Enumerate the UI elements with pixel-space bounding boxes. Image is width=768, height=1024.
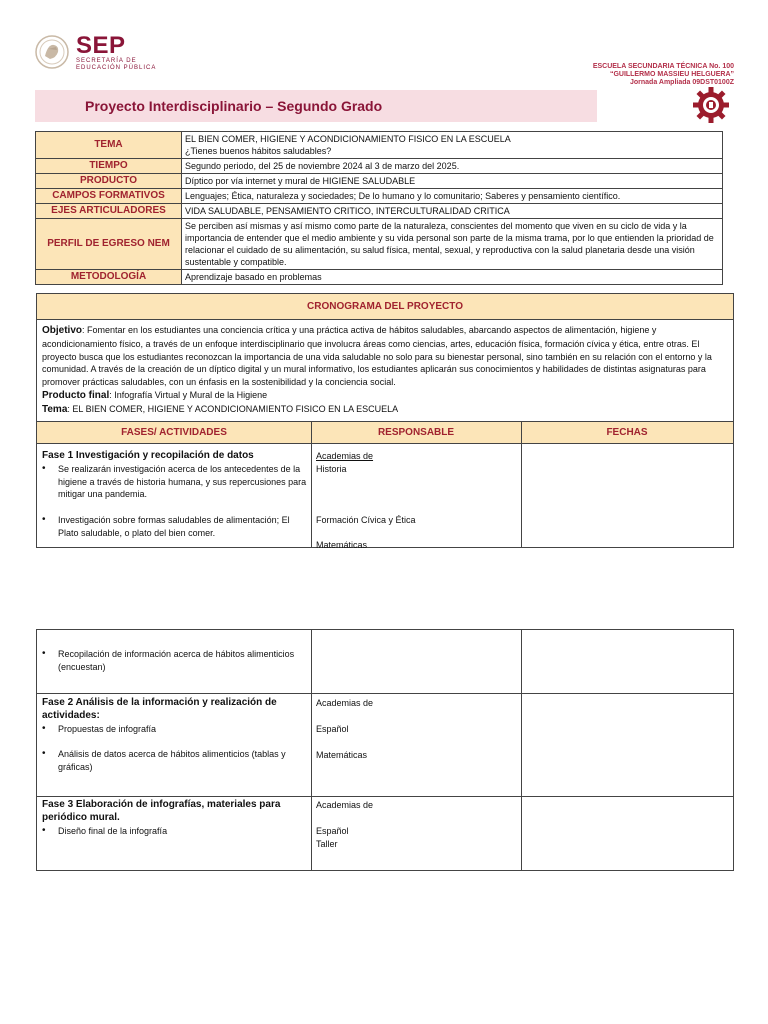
cronograma-continuation-table: [36, 629, 734, 871]
fase2-title: Fase 2 Análisis de la información y realización de actividades:: [42, 697, 277, 721]
sep-subtitle-line2: EDUCACIÓN PÚBLICA: [76, 65, 157, 71]
column-divider: [311, 630, 312, 870]
value-tiempo: Segundo periodo, del 25 de noviembre 2024 al 3 de marzo del 2025.: [182, 159, 723, 174]
school-honoree: “GUILLERMO MASSIEU HELGUERA”: [609, 71, 734, 78]
fase2-espanol: Español: [316, 723, 349, 734]
objetivo-label: Objetivo: [42, 325, 83, 336]
producto-final-line: [42, 389, 728, 403]
objetivo-text: : Fomentar en los estudiantes una conciencia crítica y una práctica activa de hábitos saludables, abarcando aspectos de alimentación, higiene y acondicionamiento físico, a través de un enfoque interdisciplinario que involucra áreas como ciencias, artes, educación física, formación cívica y ética, entre otras. El proyecto busca que los estudiantes reconozcan la importancia de una vida saludable no solo para su bienestar personal, sino también en su relación con el entorno y la comunidad. A través de la creación de un díptico digital y un mural informativo, los estudiantes aplicarán sus conocimientos y habilidades de distintas asignaturas para promover prácticas saludables, con un énfasis en la sostenibilidad y la conciencia social.: [42, 325, 712, 388]
label-producto: PRODUCTO: [36, 174, 182, 189]
value-perfil: Se perciben así mismas y así mismo como parte de la naturaleza, conscientes del momento que viven en su ciclo de vida y la importancia de entender que el medio ambiente y su vida personal son parte de la misma trama, por lo que entienden la prioridad de relacionar el cuidado de su alimentación, su salud física, mental, sexual, y reproductiva con la salud planetaria desde una visión sustentable y compatible.: [182, 219, 723, 270]
info-row-perfil: [36, 219, 723, 270]
info-row-tiempo: [36, 159, 723, 174]
list-item: • Propuestas de infografía: [42, 723, 307, 736]
value-producto: Díptico por vía internet y mural de HIGIENE SALUDABLE: [182, 174, 723, 189]
producto-final-text: : Infografía Virtual y Mural de la Higiene: [109, 389, 268, 400]
fase1-academias: Academias de: [316, 451, 374, 461]
col-header-fechas: FECHAS: [606, 427, 648, 438]
label-metodologia: METODOLOGÍA: [36, 270, 182, 285]
value-metodologia: Aprendizaje basado en problemas: [182, 270, 723, 285]
fase1-title: Fase 1 Investigación y recopilación de datos: [42, 450, 254, 461]
column-divider: [521, 421, 522, 547]
label-perfil: PERFIL DE EGRESO NEM: [36, 219, 182, 270]
list-item: • Recopilación de información acerca de hábitos alimenticios (encuestan): [42, 648, 307, 674]
list-item: • Se realizarán investigación acerca de los antecedentes de la higiene a través de historia humana, y sus repercusiones para mitigar una pandemia.: [42, 463, 307, 501]
sep-logo: [34, 32, 174, 76]
sep-subtitle-line1: SECRETARÍA DE: [76, 58, 137, 64]
title-banner: [35, 90, 597, 122]
col-header-responsable: RESPONSABLE: [377, 427, 455, 438]
sep-wordmark: SEP: [76, 32, 126, 59]
label-ejes: EJES ARTICULADORES: [36, 204, 182, 219]
fase3-academias: Academias de: [316, 800, 374, 810]
row-divider: [37, 693, 733, 694]
info-row-producto: [36, 174, 723, 189]
cronograma-heading: CRONOGRAMA DEL PROYECTO: [37, 294, 733, 320]
label-tema: TEMA: [36, 132, 182, 159]
column-divider: [311, 421, 312, 547]
fase2-matematicas: Matemáticas: [316, 749, 368, 760]
row-divider: [37, 796, 733, 797]
fase3-responsable: [316, 799, 516, 850]
page-title: Proyecto Interdisciplinario – Segundo Grado: [85, 98, 383, 114]
fase2-cell: [42, 697, 307, 774]
info-row-metodologia: [36, 270, 723, 285]
column-divider: [521, 630, 522, 870]
fase1-responsable: [316, 450, 516, 552]
tema-text: : EL BIEN COMER, HIGIENE Y ACONDICIONAMIENTO FISICO EN LA ESCUELA: [67, 403, 399, 414]
school-info: [593, 63, 734, 87]
school-gear-emblem-icon: [690, 87, 732, 123]
info-row-ejes: [36, 204, 723, 219]
fase2-academias: Academias de: [316, 698, 374, 708]
tema-line1: EL BIEN COMER, HIGIENE Y ACONDICIONAMIENTO FISICO EN LA ESCUELA: [185, 134, 511, 144]
column-header-row: [37, 421, 733, 444]
list-item: • Diseño final de la infografía: [42, 825, 307, 838]
fase1-historia: Historia: [316, 463, 347, 474]
tema-line2: ¿Tienes buenos hábitos saludables?: [185, 146, 332, 156]
sep-subtitle: [76, 58, 156, 72]
fase3-title: Fase 3 Elaboración de infografías, materiales para periódico mural.: [42, 799, 281, 823]
fase1-matematicas: Matemáticas: [316, 540, 368, 551]
label-tiempo: TIEMPO: [36, 159, 182, 174]
recopilacion-cell: [42, 648, 307, 674]
eagle-seal-icon: [34, 32, 70, 72]
cronograma-table: [36, 293, 734, 551]
objetivo-block: [37, 320, 733, 426]
value-ejes: VIDA SALUDABLE, PENSAMIENTO CRITICO, INTERCULTURALIDAD CRITICA: [182, 204, 723, 219]
info-row-campos: [36, 189, 723, 204]
info-row-tema: [36, 132, 723, 159]
label-campos: CAMPOS FORMATIVOS: [36, 189, 182, 204]
value-campos: Lenguajes; Ética, naturaleza y sociedades; De lo humano y lo comunitario; Saberes y pensamiento científico.: [182, 189, 723, 204]
fase2-responsable: [316, 697, 516, 761]
value-tema: [182, 132, 723, 159]
fase1-civica: Formación Cívica y Ética: [316, 514, 416, 525]
objetivo-paragraph: [42, 324, 728, 389]
school-shift: Jornada Ampliada 09DST0100Z: [629, 79, 734, 86]
tema-label: Tema: [42, 403, 68, 415]
fase1-cell: [42, 450, 307, 540]
school-name: ESCUELA SECUNDARIA TÉCNICA No. 100: [592, 63, 734, 70]
list-item: • Análisis de datos acerca de hábitos alimenticios (tablas y gráficas): [42, 748, 307, 774]
fase3-espanol: Español: [316, 825, 349, 836]
list-item: • Investigación sobre formas saludables de alimentación; El Plato saludable, o plato del bien comer.: [42, 514, 307, 540]
fase3-cell: [42, 799, 307, 837]
project-info-table: [35, 131, 723, 285]
tema-line: [42, 403, 728, 417]
col-header-fases: FASES/ ACTIVIDADES: [121, 427, 227, 438]
fase3-taller: Taller: [316, 838, 338, 849]
producto-final-label: Producto final: [42, 389, 110, 401]
